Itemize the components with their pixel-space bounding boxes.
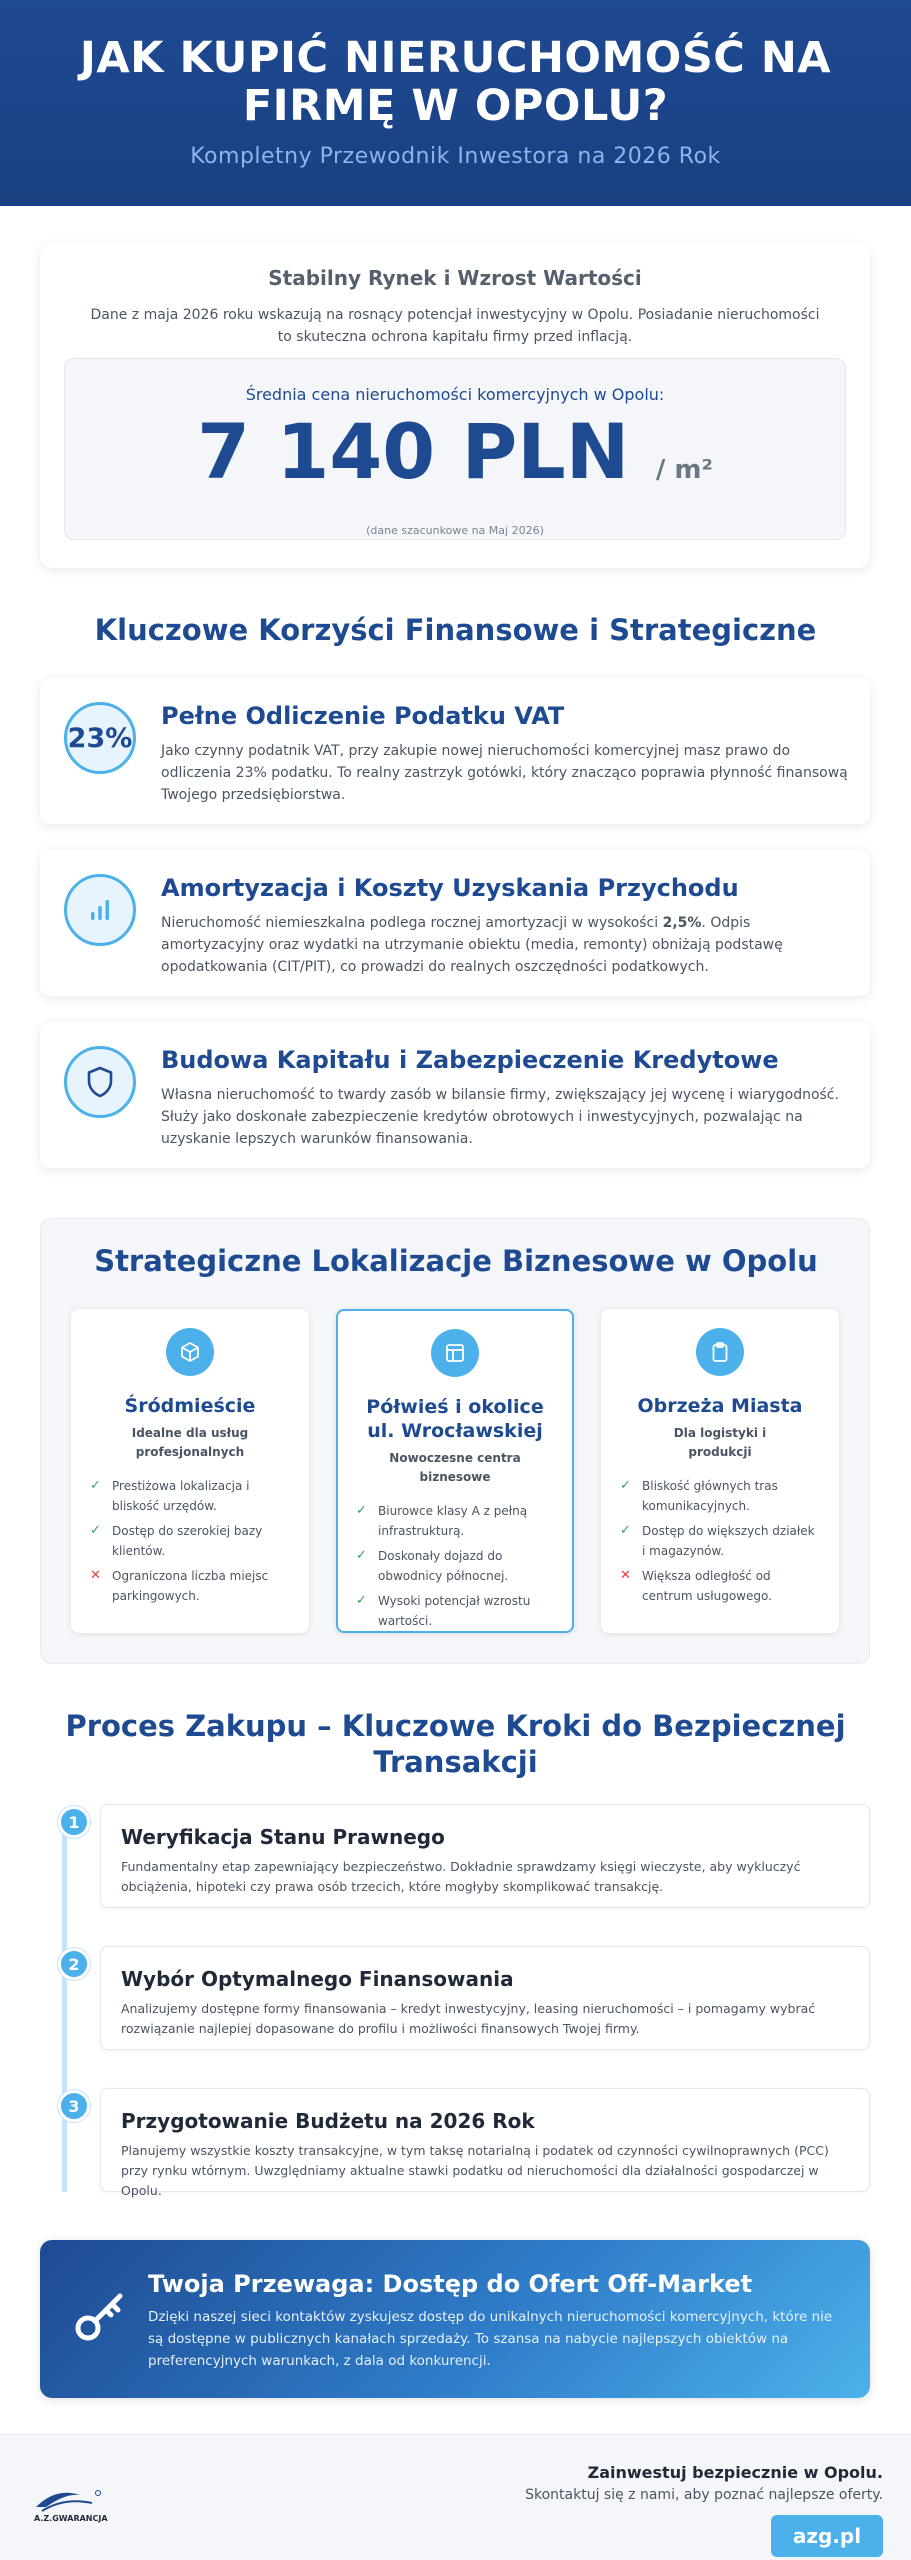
location-point bbox=[620, 1521, 820, 1561]
locations-title: Strategiczne Lokalizacje Biznesowe w Opolu bbox=[94, 1244, 818, 1278]
footer-cta-subtitle: Skontaktuj się z nami, aby poznać najlepsze oferty. bbox=[525, 2487, 883, 2503]
location-point bbox=[356, 1501, 556, 1541]
location-name: Śródmieście bbox=[124, 1395, 256, 1417]
location-points bbox=[90, 1476, 290, 1606]
page-title-line2: FIRMĘ W OPOLU? bbox=[242, 81, 669, 131]
location-tag: Idealne dla usług profesjonalnych bbox=[131, 1426, 249, 1459]
benefit-text-part: . Odpis amortyzacyjny oraz wydatki na utrzymanie obiektu (media, remonty) obniżają podstawę opodatkowania (CIT/PIT), co prowadzi do realnych oszczędności podatkowych. bbox=[161, 915, 783, 975]
location-card-obrzeza bbox=[601, 1309, 839, 1633]
location-card-srodmiescie bbox=[71, 1309, 309, 1633]
location-points bbox=[356, 1501, 556, 1631]
shield-icon bbox=[64, 1046, 136, 1118]
benefits-title: Kluczowe Korzyści Finansowe i Strategiczne bbox=[94, 613, 817, 647]
cross-icon: ✕ bbox=[90, 1568, 101, 1583]
benefit-text bbox=[161, 912, 851, 978]
cube-icon bbox=[166, 1328, 214, 1376]
footer-cta-title: Zainwestuj bezpiecznie w Opolu. bbox=[587, 2463, 883, 2482]
check-icon: ✓ bbox=[620, 1478, 631, 1493]
location-tag: Nowoczesne centra biznesowe bbox=[389, 1451, 521, 1484]
price-note: (dane szacunkowe na Maj 2026) bbox=[366, 524, 544, 537]
location-point bbox=[356, 1591, 556, 1631]
offmarket-text: Dzięki naszej sieci kontaktów zyskujesz dostęp do unikalnych nieruchomości komercyjnych, które nie są dostępne w publicznych kanałach sprzedaży. To szansa na nabycie najlepszych obiektów na preferencyjnych warunkach, z dala od konkurencji. bbox=[148, 2309, 833, 2369]
benefit-title: Amortyzacja i Koszty Uzyskania Przychodu bbox=[161, 874, 739, 902]
locations-section bbox=[40, 1218, 870, 1664]
check-icon: ✓ bbox=[90, 1478, 101, 1493]
step-title: Przygotowanie Budżetu na 2026 Rok bbox=[121, 2109, 535, 2133]
layout-icon bbox=[431, 1329, 479, 1377]
location-point-text: Bliskość głównych tras komunikacyjnych. bbox=[642, 1479, 778, 1513]
benefit-card-capital bbox=[40, 1022, 870, 1168]
website-button[interactable]: azg.pl bbox=[771, 2515, 883, 2557]
price-label: Średnia cena nieruchomości komercyjnych w Opolu: bbox=[245, 385, 665, 404]
step-title: Weryfikacja Stanu Prawnego bbox=[121, 1825, 445, 1849]
hero-header bbox=[0, 0, 911, 206]
location-point bbox=[90, 1566, 290, 1606]
location-card-polwies bbox=[336, 1309, 574, 1633]
company-logo bbox=[32, 2485, 108, 2525]
process-title-line1: Proces Zakupu – Kluczowe Kroki do Bezpiecznej bbox=[65, 1709, 846, 1743]
location-name: Obrzeża Miasta bbox=[637, 1395, 803, 1417]
benefit-card-vat bbox=[40, 678, 870, 824]
benefit-title: Budowa Kapitału i Zabezpieczenie Kredytowe bbox=[161, 1046, 779, 1074]
market-title: Stabilny Rynek i Wzrost Wartości bbox=[268, 266, 642, 290]
benefit-title: Pełne Odliczenie Podatku VAT bbox=[161, 702, 565, 730]
benefit-text: Jako czynny podatnik VAT, przy zakupie nowej nieruchomości komercyjnej masz prawo do odliczenia 23% podatku. To realny zastrzyk gotówki, który znacząco poprawia płynność finansową Twojego przedsiębiorstwa. bbox=[161, 743, 848, 803]
page-title bbox=[0, 34, 911, 130]
step-number: 1 bbox=[58, 1806, 90, 1838]
price-value: 7 140 PLN bbox=[197, 407, 630, 496]
offmarket-title: Twoja Przewaga: Dostęp do Ofert Off-Market bbox=[148, 2270, 753, 2298]
process-step bbox=[100, 1946, 870, 2050]
location-points bbox=[620, 1476, 820, 1606]
location-point-text: Większa odległość od centrum usługowego. bbox=[642, 1569, 772, 1603]
location-point-text: Prestiżowa lokalizacja i bliskość urzędów. bbox=[112, 1479, 250, 1513]
location-point bbox=[90, 1476, 290, 1516]
location-point-text: Dostęp do większych działek i magazynów. bbox=[642, 1524, 815, 1558]
location-point bbox=[620, 1566, 820, 1606]
check-icon: ✓ bbox=[356, 1503, 367, 1518]
process-step bbox=[100, 2088, 870, 2198]
location-name: Półwieś i okolice ul. Wrocławskiej bbox=[366, 1396, 544, 1442]
location-tag: Dla logistyki i produkcji bbox=[673, 1426, 767, 1459]
timeline-line bbox=[62, 1820, 67, 2192]
process-title-line2: Transakcji bbox=[373, 1745, 538, 1779]
bar-chart-icon bbox=[64, 874, 136, 946]
check-icon: ✓ bbox=[356, 1548, 367, 1563]
benefit-text-bold: 2,5% bbox=[662, 915, 702, 931]
process-title bbox=[0, 1708, 911, 1780]
market-lead: Dane z maja 2026 roku wskazują na rosnący potencjał inwestycyjny w Opolu. Posiadanie nieruchomości to skuteczna ochrona kapitału firmy przed inflacją. bbox=[90, 307, 820, 345]
step-text: Analizujemy dostępne formy finansowania – kredyt inwestycyjny, leasing nieruchomości – i pomagamy wybrać rozwiązanie najlepiej dopasowane do profilu i możliwości finansowych Twojej firmy. bbox=[121, 2001, 816, 2036]
page-title-line1: JAK KUPIĆ NIERUCHOMOŚĆ NA bbox=[79, 33, 832, 83]
key-icon bbox=[70, 2286, 132, 2348]
offmarket-banner bbox=[40, 2240, 870, 2398]
location-point bbox=[620, 1476, 820, 1516]
cross-icon: ✕ bbox=[620, 1568, 631, 1583]
page-subtitle: Kompletny Przewodnik Inwestora na 2026 Rok bbox=[190, 144, 721, 169]
process-step bbox=[100, 1804, 870, 1908]
market-card bbox=[40, 244, 870, 568]
step-title: Wybór Optymalnego Finansowania bbox=[121, 1967, 514, 1991]
price-unit: / m² bbox=[655, 455, 713, 485]
benefit-text: Własna nieruchomość to twardy zasób w bilansie firmy, zwiększający jej wycenę i wiarygodność. Służy jako doskonałe zabezpieczenie kredytów obrotowych i inwestycyjnych, pozwalając na uzyskanie lepszych warunków finansowania. bbox=[161, 1087, 839, 1147]
step-text: Planujemy wszystkie koszty transakcyjne, w tym taksę notarialną i podatek od czynności cywilnoprawnych (PCC) przy rynku wtórnym. Uwzględniamy aktualne stawki podatku od nieruchomości dla działalności gospodarczej w Opolu. bbox=[121, 2143, 829, 2198]
check-icon: ✓ bbox=[356, 1593, 367, 1608]
benefit-card-amortization bbox=[40, 850, 870, 996]
check-icon: ✓ bbox=[90, 1523, 101, 1538]
location-point-text: Biurowce klasy A z pełną infrastrukturą. bbox=[378, 1504, 528, 1538]
svg-text:A.Z.GWARANCJA: A.Z.GWARANCJA bbox=[34, 2514, 108, 2523]
location-point bbox=[356, 1546, 556, 1586]
step-number: 3 bbox=[58, 2090, 90, 2122]
percent-badge-label: 23% bbox=[67, 722, 133, 754]
location-point-text: Dostęp do szerokiej bazy klientów. bbox=[112, 1524, 263, 1558]
clipboard-icon bbox=[696, 1328, 744, 1376]
price-value-row bbox=[65, 407, 845, 512]
price-box bbox=[64, 358, 846, 540]
benefit-text-part: Nieruchomość niemieszkalna podlega rocznej amortyzacji w wysokości bbox=[161, 915, 663, 931]
location-point-text: Wysoki potencjał wzrostu wartości. bbox=[378, 1594, 531, 1628]
location-point bbox=[90, 1521, 290, 1561]
location-point-text: Ograniczona liczba miejsc parkingowych. bbox=[112, 1569, 269, 1603]
check-icon: ✓ bbox=[620, 1523, 631, 1538]
footer bbox=[0, 2434, 911, 2560]
location-point-text: Doskonały dojazd do obwodnicy północnej. bbox=[378, 1549, 509, 1583]
step-text: Fundamentalny etap zapewniający bezpieczeństwo. Dokładnie sprawdzamy księgi wieczyste, aby wykluczyć obciążenia, hipoteki czy prawa osób trzecich, które mogłyby skomplikować transakcję. bbox=[121, 1859, 801, 1894]
step-number: 2 bbox=[58, 1948, 90, 1980]
percent-badge bbox=[64, 702, 136, 774]
